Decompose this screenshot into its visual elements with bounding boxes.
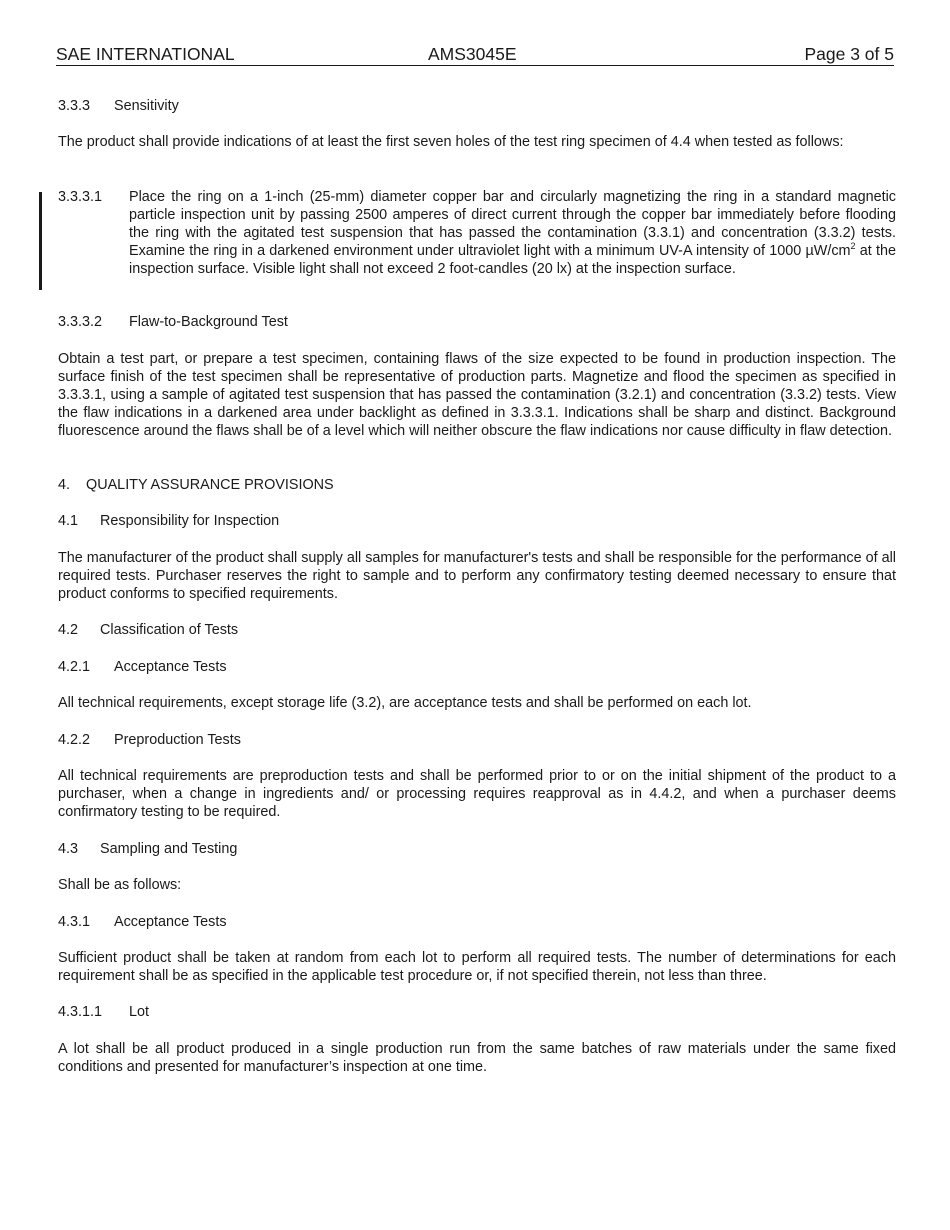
paragraph-flaw-test: Obtain a test part, or prepare a test specimen, containing flaws of the size expected to be found in production inspection. The surface finish of the test specimen shall be representative of production parts. Magnetize and flood the specimen as specified in 3.3.3.1, using a sample of agitated test suspension that has passed the contamination (3.2.1) and concentration (3.3.2) tests. View the flaw indications in a darkened area under backlight as defined in 3.3.3.1. Indications shall be sharp and distinct. Background fluorescence around the flaws shall be of a level which will neither obscure the flaw indications nor cause difficulty in flaw detection. [58,351,896,439]
clause-text: Place the ring on a 1-inch (25-mm) diameter copper bar and circularly magnetizing the ring in a standard magnetic particle inspection unit by passing 2500 amperes of direct current through the copper bar immediately before flooding the ring with the agitated test suspension that has passed the contamination (3.3.1) and concentration (3.3.2) tests. Examine the ring in a darkened environment under ultraviolet light with a minimum UV-A intensity of 1000 $\mu W/cm^2$ at the inspection surface. Visible light shall not exceed 2 foot-candles (20 lx) at the inspection surface. [129,189,896,277]
section-number: 4.2.1 [58,659,91,675]
heading-3-3-3-2 [58,313,896,331]
section-title: Flaw-to-Background Test [129,314,288,330]
section-title: Preproduction Tests [114,732,241,748]
section-title: Classification of Tests [100,622,239,638]
section-title: Sensitivity [114,98,179,114]
paragraph-preproduction: All technical requirements are preproduction tests and shall be performed prior to or on the initial shipment of the product to a purchaser, when a change in ingredients and/ or processing requires reapproval as in 4.4.2, and when a purchaser deems confirmatory testing to be required. [58,768,896,820]
heading-4-3-1-1 [58,1003,896,1021]
heading-4-3-1 [58,913,896,931]
section-number: 4.3.1 [58,914,91,930]
paragraph-sensitivity: The product shall provide indications of at least the first seven holes of the test ring specimen of 4.4 when tested as follows: [58,134,844,150]
section-number: 3.3.3.2 [58,314,103,330]
section-number: 4.2.2 [58,732,91,748]
page-header [56,44,894,66]
section-title: QUALITY ASSURANCE PROVISIONS [86,477,334,493]
header-org: SAE INTERNATIONAL [56,44,235,64]
section-number: 3.3.3.1 [58,189,103,205]
section-number: 3.3.3 [58,98,91,114]
heading-4 [58,476,896,494]
paragraph-responsibility: The manufacturer of the product shall supply all samples for manufacturer's tests and shall be responsible for the performance of all required tests. Purchaser reserves the right to sample and to perform any confirmatory testing deemed necessary to ensure that product conforms to specified requirements. [58,550,896,602]
paragraph-lot: A lot shall be all product produced in a single production run from the same batches of raw materials under the same fixed conditions and presented for manufacturer’s inspection at one time. [58,1041,896,1075]
header-doc-id: AMS3045E [428,44,517,64]
section-number: 4.3 [58,841,79,857]
section-number: 4.3.1.1 [58,1004,103,1020]
section-number: 4. [58,477,71,493]
superscript: 2 [850,241,856,251]
heading-4-2-2 [58,731,896,749]
section-title: Acceptance Tests [114,659,227,675]
paragraph-acceptance: All technical requirements, except storage life (3.2), are acceptance tests and shall be performed on each lot. [58,695,752,711]
clause-3-3-3-1 [58,188,896,278]
section-number: 4.2 [58,622,79,638]
heading-4-1 [58,512,896,530]
section-number: 4.1 [58,513,79,529]
heading-4-2 [58,621,896,639]
paragraph-shall: Shall be as follows: [58,877,182,893]
revision-change-bar [39,192,42,290]
heading-4-3 [58,840,896,858]
paragraph-sufficient: Sufficient product shall be taken at random from each lot to perform all required tests. The number of determinations for each requirement shall be as specified in the applicable test procedure or, if not specified therein, not less than three. [58,950,896,984]
section-title: Responsibility for Inspection [100,513,280,529]
heading-4-2-1 [58,658,896,676]
section-title: Sampling and Testing [100,841,238,857]
heading-3-3-3 [58,97,896,115]
section-title: Lot [129,1004,150,1020]
section-title: Acceptance Tests [114,914,227,930]
header-page-number: Page 3 of 5 [804,44,894,64]
